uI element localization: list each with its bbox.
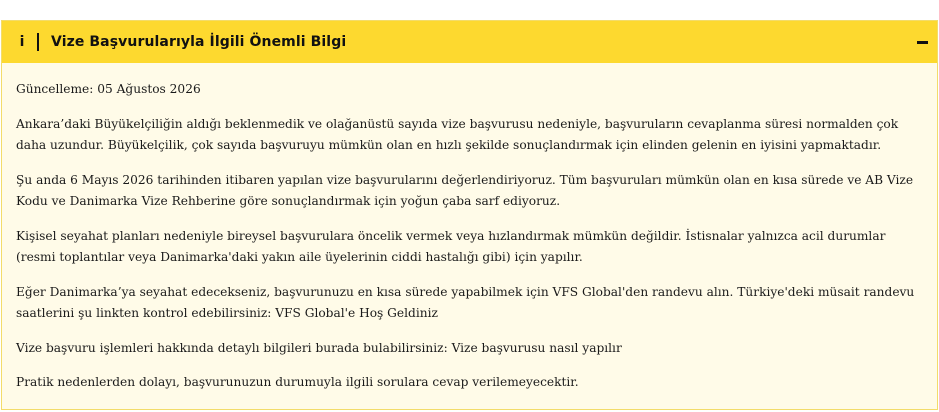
vfs-global-link[interactable]: VFS Global'e Hoş Geldiniz <box>275 306 438 320</box>
accordion-body <box>2 63 937 394</box>
collapse-button[interactable] <box>907 21 937 63</box>
header-divider <box>37 33 39 51</box>
how-to-apply-link[interactable]: Vize başvurusu nasıl yapılır <box>451 340 622 355</box>
update-date: Güncelleme: 05 Ağustos 2026 <box>16 82 201 96</box>
accordion-title: Vize Başvurularıyla İlgili Önemli Bilgi <box>51 34 347 50</box>
paragraph-processing-date: Şu anda 6 Mayıs 2026 tarihinden itibaren yapılan vize başvurularını değerlendiriyoruz. Tüm başvuruları mümkün olan en kısa sürede ve AB Vize Kodu ve Danimarka Vize Rehberine göre sonuçlandırmak için yoğun çaba sarf ediyoruz. <box>16 172 914 208</box>
info-icon: i <box>19 34 25 50</box>
paragraph-delays: Ankara’daki Büyükelçiliğin aldığı beklenmedik ve olağanüstü sayıda vize başvurusu nedeniyle, başvuruların cevaplanma süresi normalden çok daha uzundur. Büyükelçilik, çok sayıda başvuruyu mümkün olan en hızlı şekilde sonuçlandırmak için elinden gelenin en iyisini yapmaktadır. <box>16 116 899 152</box>
paragraph-application-info <box>16 338 923 360</box>
paragraph-appointment-text: Eğer Danimarka’ya seyahat edecekseniz, başvurunuzu en kısa sürede yapabilmek için VFS Global'den randevu alın. Türkiye'deki müsait randevu saatlerini şu linkten kontrol edebilirsiniz: <box>16 284 915 320</box>
paragraph-appointment <box>16 282 923 325</box>
accordion-header[interactable] <box>2 21 937 63</box>
minus-icon <box>917 41 928 44</box>
paragraph-status-questions: Pratik nedenlerden dolayı, başvurunuzun durumuyla ilgili sorulara cevap verilemeyecektir. <box>16 375 579 389</box>
paragraph-application-text: Vize başvuru işlemleri hakkında detaylı bilgileri burada bulabilirsiniz: <box>16 340 452 355</box>
important-info-accordion <box>1 20 938 410</box>
paragraph-priority: Kişisel seyahat planları nedeniyle bireysel başvurulara öncelik vermek veya hızlandırmak mümkün değildir. İstisnalar yalnızca acil durumlar (resmi toplantılar veya Danimarka'daki yakın aile üyelerinin ciddi hastalığı gibi) için yapılır. <box>16 228 886 264</box>
